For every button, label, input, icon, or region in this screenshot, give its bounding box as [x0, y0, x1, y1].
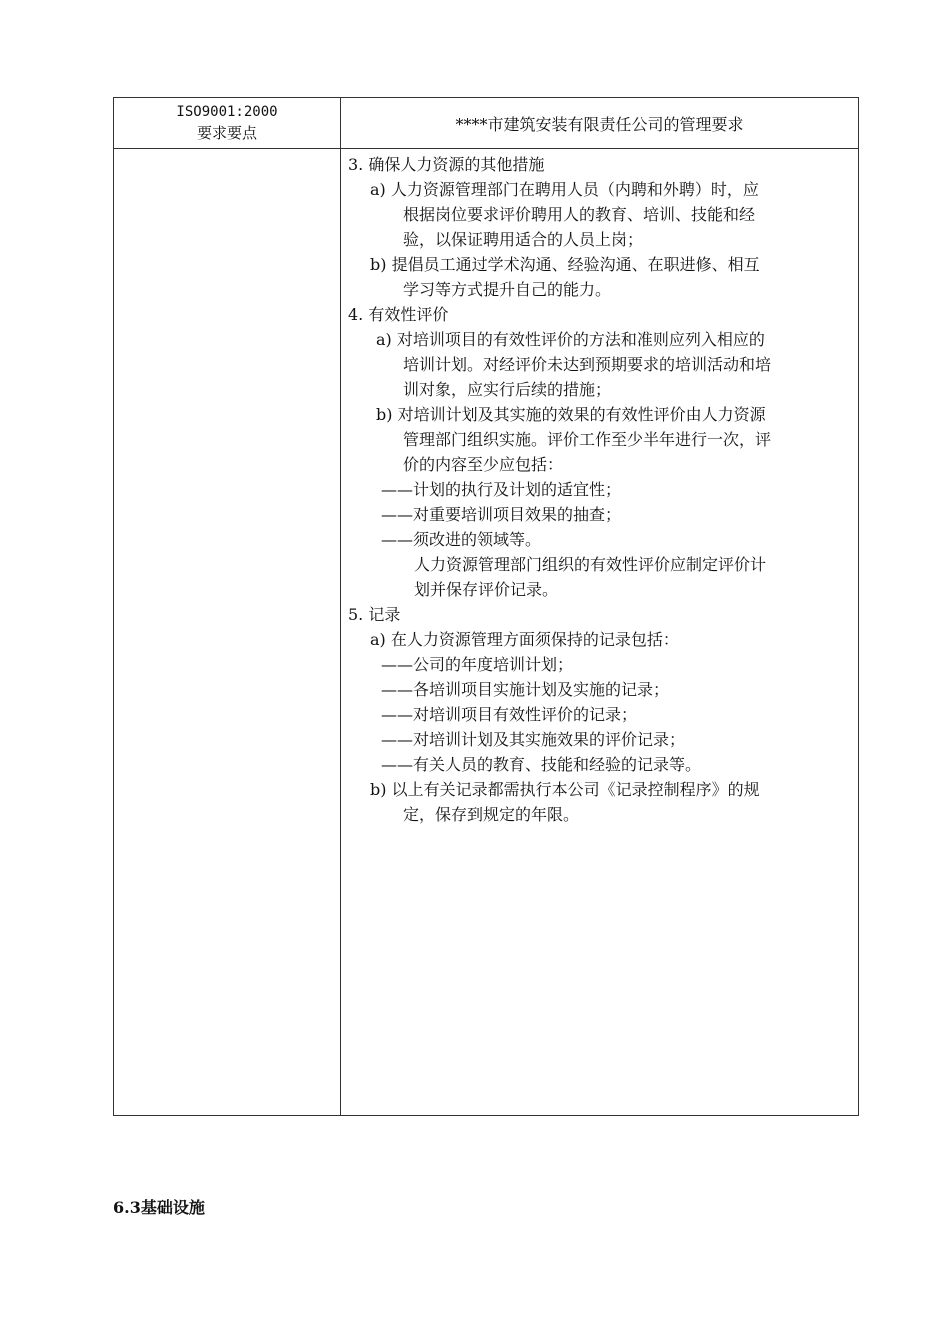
- content-line: ——对重要培训项目效果的抽查；: [381, 505, 622, 524]
- content-line: 价的内容至少应包括：: [403, 455, 564, 474]
- content-line: 划并保存评价记录。: [414, 580, 559, 599]
- content-line: a) 在人力资源管理方面须保持的记录包括：: [370, 630, 679, 649]
- content-line: 3. 确保人力资源的其他措施: [348, 155, 545, 174]
- content-line: b) 提倡员工通过学术沟通、经验沟通、在职进修、相互: [370, 255, 760, 274]
- content-line: ——公司的年度培训计划；: [381, 655, 574, 674]
- content-line: a) 人力资源管理部门在聘用人员（内聘和外聘）时，应: [370, 180, 759, 199]
- content-line: 训对象，应实行后续的措施；: [403, 380, 612, 399]
- column-divider: [340, 98, 341, 1115]
- content-line: b) 对培训计划及其实施的效果的有效性评价由人力资源: [376, 405, 766, 424]
- content-line: 培训计划。对经评价未达到预期要求的培训活动和培: [403, 355, 772, 374]
- requirement-points-label: 要求要点: [196, 124, 257, 142]
- content-line: ——须改进的领域等。: [381, 530, 542, 549]
- content-line: ——对培训项目有效性评价的记录；: [381, 705, 638, 724]
- requirements-table: [113, 97, 859, 1116]
- content-line: 定，保存到规定的年限。: [403, 805, 580, 824]
- content-line: 根据岗位要求评价聘用人的教育、培训、技能和经: [403, 205, 756, 224]
- content-line: ——计划的执行及计划的适宜性；: [381, 480, 622, 499]
- standard-code: ISO9001:2000: [176, 104, 278, 120]
- header-right-cell: [341, 98, 858, 148]
- content-line: ——有关人员的教育、技能和经验的记录等。: [381, 755, 702, 774]
- content-line: a) 对培训项目的有效性评价的方法和准则应列入相应的: [376, 330, 765, 349]
- section-heading: 6.3基础设施: [113, 1198, 205, 1217]
- table-header-row: [114, 98, 858, 149]
- content-line: 验，以保证聘用适合的人员上岗；: [403, 230, 644, 249]
- content-line: ——各培训项目实施计划及实施的记录；: [381, 680, 670, 699]
- content-line: b) 以上有关记录都需执行本公司《记录控制程序》的规: [370, 780, 760, 799]
- content-line: 学习等方式提升自己的能力。: [403, 280, 612, 299]
- content-line: 5. 记录: [348, 605, 401, 624]
- management-requirements-title: ****市建筑安装有限责任公司的管理要求: [455, 114, 744, 134]
- header-left-cell: [114, 98, 340, 148]
- content-line: ——对培训计划及其实施效果的评价记录；: [381, 730, 686, 749]
- content-line: 管理部门组织实施。评价工作至少半年进行一次，评: [403, 430, 772, 449]
- content-line: 4. 有效性评价: [348, 305, 449, 324]
- content-line: 人力资源管理部门组织的有效性评价应制定评价计: [414, 555, 767, 574]
- requirements-content: [348, 152, 853, 827]
